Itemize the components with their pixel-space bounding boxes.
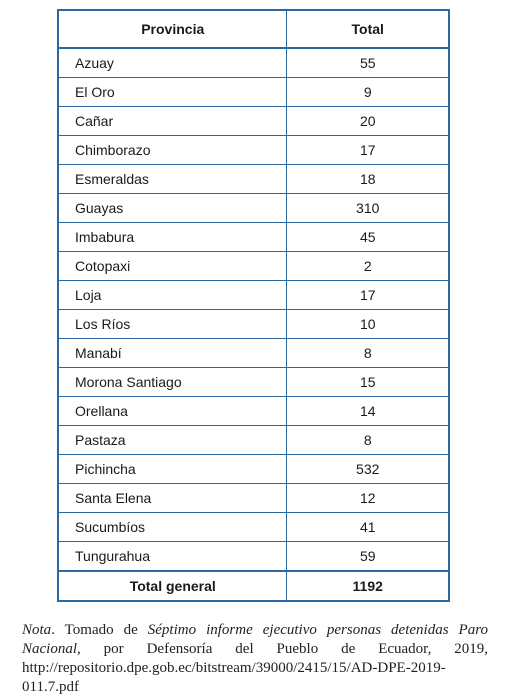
table-row bbox=[58, 310, 449, 339]
cell-province: Esmeraldas bbox=[58, 165, 287, 194]
table-row bbox=[58, 252, 449, 281]
cell-total: 10 bbox=[287, 310, 449, 339]
cell-total: 45 bbox=[287, 223, 449, 252]
cell-province: Santa Elena bbox=[58, 484, 287, 513]
table-note bbox=[22, 621, 488, 697]
table-row bbox=[58, 165, 449, 194]
cell-province: Imbabura bbox=[58, 223, 287, 252]
table-row bbox=[58, 107, 449, 136]
cell-total: 8 bbox=[287, 426, 449, 455]
table-footer-row bbox=[58, 571, 449, 601]
cell-province: Morona Santiago bbox=[58, 368, 287, 397]
cell-total: 12 bbox=[287, 484, 449, 513]
cell-province: Orellana bbox=[58, 397, 287, 426]
table-row bbox=[58, 281, 449, 310]
cell-province: Guayas bbox=[58, 194, 287, 223]
table-row bbox=[58, 223, 449, 252]
cell-province: Azuay bbox=[58, 48, 287, 78]
province-table bbox=[57, 9, 450, 602]
cell-province: Loja bbox=[58, 281, 287, 310]
cell-total: 18 bbox=[287, 165, 449, 194]
cell-province: Sucumbíos bbox=[58, 513, 287, 542]
table-header-row bbox=[58, 10, 449, 48]
table-row bbox=[58, 48, 449, 78]
table-row bbox=[58, 368, 449, 397]
note-label: Nota bbox=[22, 622, 52, 638]
cell-province: Pastaza bbox=[58, 426, 287, 455]
table-row bbox=[58, 194, 449, 223]
note-text-1: . Tomado de bbox=[51, 622, 148, 638]
cell-province: El Oro bbox=[58, 78, 287, 107]
cell-total: 20 bbox=[287, 107, 449, 136]
table-row bbox=[58, 513, 449, 542]
cell-total: 41 bbox=[287, 513, 449, 542]
header-total: Total bbox=[287, 10, 449, 48]
cell-province: Cotopaxi bbox=[58, 252, 287, 281]
table-row bbox=[58, 397, 449, 426]
cell-province: Los Ríos bbox=[58, 310, 287, 339]
table-row bbox=[58, 455, 449, 484]
cell-province: Chimborazo bbox=[58, 136, 287, 165]
table-row bbox=[58, 426, 449, 455]
cell-province: Cañar bbox=[58, 107, 287, 136]
cell-total: 15 bbox=[287, 368, 449, 397]
cell-total: 59 bbox=[287, 542, 449, 572]
table-row bbox=[58, 136, 449, 165]
cell-total: 55 bbox=[287, 48, 449, 78]
cell-total: 14 bbox=[287, 397, 449, 426]
header-province: Provincia bbox=[58, 10, 287, 48]
footer-total: 1192 bbox=[287, 571, 449, 601]
note-text-2: , por Defensoría del Pueblo de Ecuador, 2019, http://repositorio.dpe.gob.ec/bitstream/39000/2415/15/AD-DPE-2019-011.7.pdf bbox=[22, 641, 488, 695]
cell-province: Manabí bbox=[58, 339, 287, 368]
footer-label: Total general bbox=[58, 571, 287, 601]
table-row bbox=[58, 484, 449, 513]
cell-total: 310 bbox=[287, 194, 449, 223]
table-row bbox=[58, 339, 449, 368]
cell-total: 8 bbox=[287, 339, 449, 368]
cell-province: Tungurahua bbox=[58, 542, 287, 572]
data-table-container bbox=[57, 9, 450, 602]
cell-total: 532 bbox=[287, 455, 449, 484]
note-source-title: Séptimo informe ejecutivo personas detenidas Paro Nacional bbox=[22, 622, 488, 657]
table-row bbox=[58, 78, 449, 107]
cell-total: 9 bbox=[287, 78, 449, 107]
table-row bbox=[58, 542, 449, 572]
cell-total: 2 bbox=[287, 252, 449, 281]
table-body bbox=[58, 48, 449, 571]
cell-total: 17 bbox=[287, 281, 449, 310]
cell-total: 17 bbox=[287, 136, 449, 165]
cell-province: Pichincha bbox=[58, 455, 287, 484]
